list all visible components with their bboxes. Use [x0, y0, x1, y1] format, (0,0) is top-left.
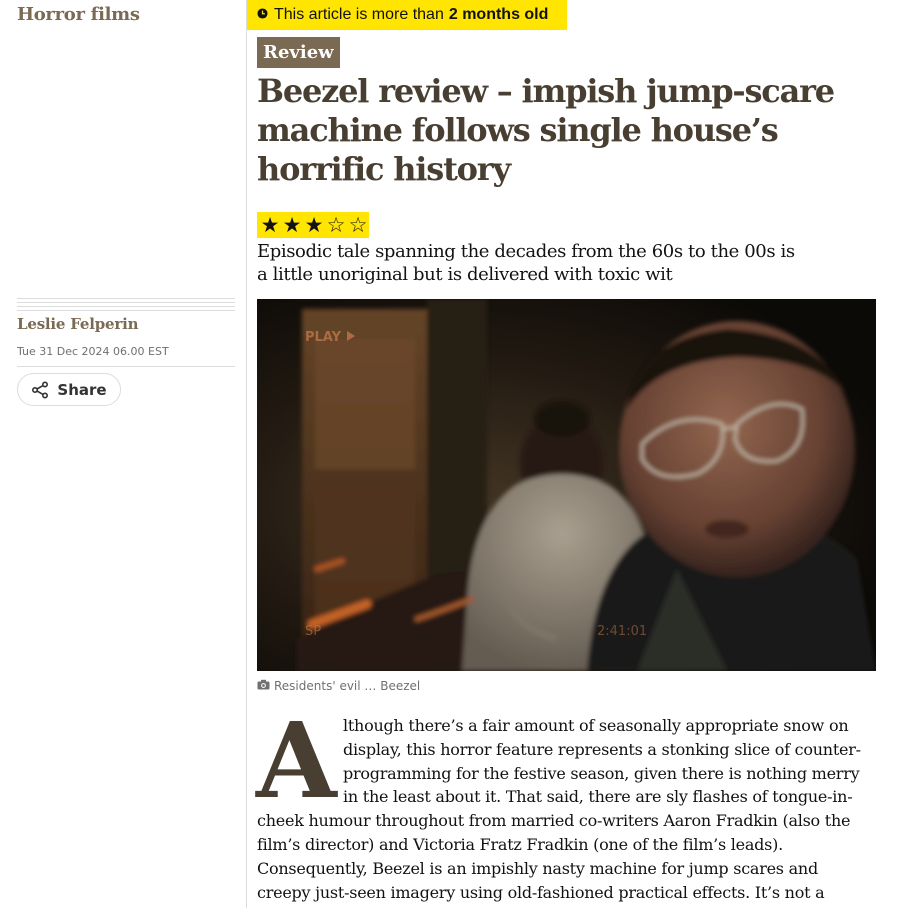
- camera-icon: [257, 679, 270, 693]
- star-icon: ★: [260, 213, 280, 237]
- share-label: Share: [57, 380, 107, 399]
- vhs-sp-label: SP: [305, 624, 322, 639]
- drop-cap: A: [256, 699, 337, 822]
- film-still: [257, 299, 876, 671]
- star-icon: ★: [282, 213, 302, 237]
- review-label: Review: [257, 37, 340, 68]
- share-icon: [31, 381, 49, 399]
- star-icon: ☆: [348, 213, 368, 237]
- clock-icon: [257, 6, 268, 24]
- meta-divider: [17, 298, 235, 312]
- meta-rule: [17, 366, 235, 367]
- star-icon: ☆: [326, 213, 346, 237]
- meta-column: [0, 0, 247, 908]
- share-button[interactable]: [17, 373, 121, 406]
- caption-text: Residents' evil … Beezel: [274, 679, 421, 693]
- article-age-banner: [247, 0, 567, 30]
- vhs-play-label: PLAY: [305, 330, 342, 345]
- star-rating: [257, 212, 369, 238]
- star-icon: ★: [304, 213, 324, 237]
- article-body: [256, 699, 873, 904]
- age-prefix: This article is more than: [274, 6, 444, 23]
- image-caption: [257, 679, 420, 693]
- author-byline[interactable]: Leslie Felperin: [17, 315, 139, 333]
- body-paragraph: lthough there’s a fair amount of seasonally appropriate snow on display, this horror feature represents a stonking slice of counter-programming for the festive season, given there is nothing merry in the least about it. That said, there are sly flashes of tongue-in-cheek humour throughout from married co-writers Aaron Fradkin (also the film’s director) and Victoria Fratz Fradkin (one of the film’s leads). Consequently, Beezel is an impishly nasty machine for jump scares and creepy just-seen imagery using old-fashioned practical effects. It’s not a: [257, 716, 861, 902]
- age-value: 2 months old: [448, 6, 549, 23]
- headline: Beezel review – impish jump-scare machine follows single house’s horrific history: [257, 72, 834, 188]
- standfirst: Episodic tale spanning the decades from the 60s to the 00s is a little unoriginal but is delivered with toxic wit: [257, 241, 795, 285]
- publish-date: Tue 31 Dec 2024 06.00 EST: [17, 345, 169, 358]
- main-image[interactable]: [257, 299, 876, 671]
- section-title[interactable]: Horror films: [17, 4, 140, 25]
- vhs-time-label: 2:41:01: [597, 624, 648, 639]
